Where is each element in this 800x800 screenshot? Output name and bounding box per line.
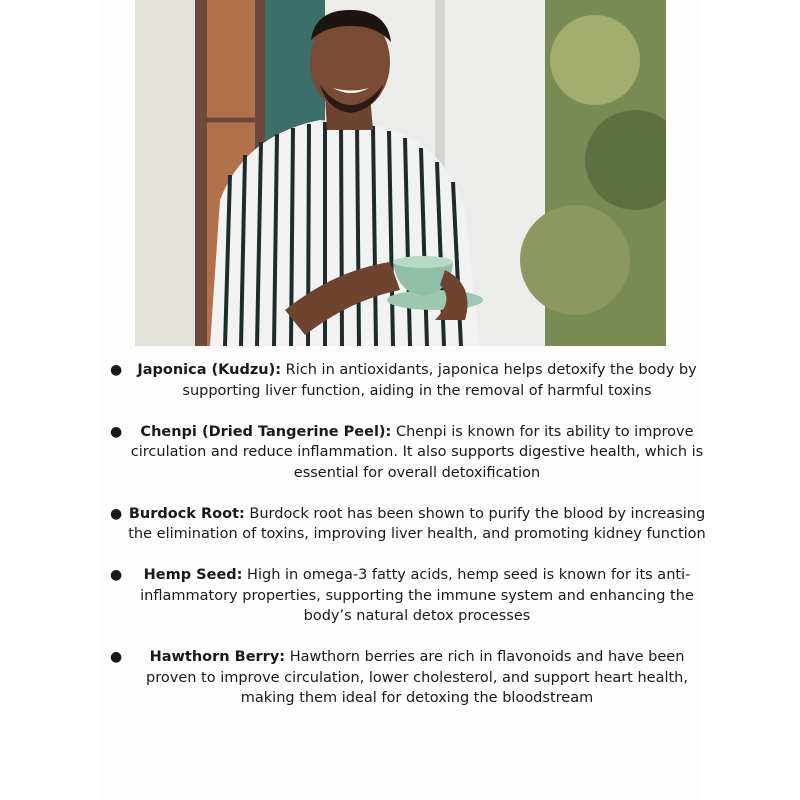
item-description: High in omega-3 fatty acids, hemp seed is known for its anti-inflammatory properties, supporting the immune system and enhancing the body’s natural detox processes	[140, 567, 694, 624]
item-description: Chenpi is known for its ability to improve circulation and reduce inflammation. It also supports digestive health, which is essential for overall detoxification	[130, 423, 704, 481]
list-item	[110, 504, 710, 545]
item-term: Hawthorn Berry:	[149, 649, 286, 665]
man-with-tea-photo	[135, 0, 666, 346]
bullet-icon: ●	[110, 649, 123, 665]
item-description: Rich in antioxidants, japonica helps detoxify the body by supporting liver function, aiding in the removal of harmful toxins	[182, 362, 697, 399]
herb-benefits-list	[110, 360, 710, 729]
item-description: Hawthorn berries are rich in flavonoids and have been proven to improve circulation, lower cholesterol, and support heart health, making them ideal for detoxing the bloodstream	[146, 649, 688, 706]
item-description: Burdock root has been shown to purify the blood by increasing the elimination of toxins, improving liver health, and promoting kidney function	[128, 505, 706, 542]
bullet-icon: ●	[110, 423, 123, 440]
list-item	[110, 360, 710, 401]
bullet-icon: ●	[110, 362, 123, 378]
list-item	[110, 647, 710, 709]
bullet-icon: ●	[110, 505, 123, 522]
item-term: Hemp Seed:	[143, 567, 243, 583]
list-item	[110, 422, 710, 484]
list-item	[110, 565, 710, 627]
item-term: Chenpi (Dried Tangerine Peel):	[140, 423, 392, 440]
item-term: Burdock Root:	[128, 505, 245, 522]
bullet-icon: ●	[110, 567, 123, 583]
item-term: Japonica (Kudzu):	[137, 362, 282, 378]
photo-illustration	[135, 0, 666, 346]
